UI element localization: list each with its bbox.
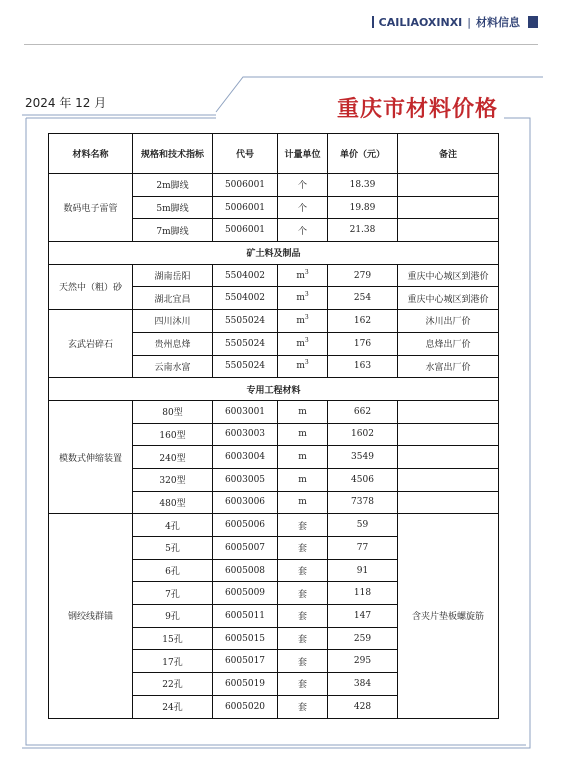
cell-spec: 四川沐川 — [133, 310, 213, 333]
cell-unit: 套 — [278, 627, 328, 650]
issue-date: 2024 年 12 月 — [25, 96, 107, 110]
cell-note — [398, 491, 499, 514]
cell-spec: 湖南岳阳 — [133, 264, 213, 287]
cell-spec: 7孔 — [133, 582, 213, 605]
table-row — [49, 264, 499, 287]
cell-unit — [278, 287, 328, 310]
cell-code: 5006001 — [213, 219, 278, 242]
cell-note — [398, 174, 499, 197]
cell-unit: 套 — [278, 537, 328, 560]
cell-price: 77 — [328, 537, 398, 560]
unit-text: m — [296, 293, 305, 304]
table-row — [49, 400, 499, 423]
section-title: 矿土料及制品 — [49, 242, 499, 265]
cell-code: 6003001 — [213, 400, 278, 423]
cell-note: 沐川出厂价 — [398, 310, 499, 333]
price-table — [48, 133, 499, 719]
unit-text: m — [296, 338, 305, 349]
cell-code: 5505024 — [213, 355, 278, 378]
col-header-unit: 计量单位 — [278, 134, 328, 174]
col-header-name: 材料名称 — [49, 134, 133, 174]
cell-price: 118 — [328, 582, 398, 605]
cell-spec: 7m脚线 — [133, 219, 213, 242]
cell-code: 6003004 — [213, 446, 278, 469]
cell-spec: 4孔 — [133, 514, 213, 537]
cell-code: 5006001 — [213, 174, 278, 197]
cell-price: 19.89 — [328, 196, 398, 219]
cell-unit — [278, 310, 328, 333]
cell-spec: 6孔 — [133, 559, 213, 582]
cell-code: 5504002 — [213, 287, 278, 310]
cell-code: 6005006 — [213, 514, 278, 537]
section-row — [49, 242, 499, 265]
cell-unit: 个 — [278, 219, 328, 242]
cell-code: 6003003 — [213, 423, 278, 446]
cell-note: 息烽出厂价 — [398, 332, 499, 355]
unit-exponent: 3 — [304, 291, 309, 299]
cell-price: 259 — [328, 627, 398, 650]
cell-unit: m — [278, 491, 328, 514]
cell-code: 6005007 — [213, 537, 278, 560]
cell-spec: 5m脚线 — [133, 196, 213, 219]
cell-unit: m — [278, 423, 328, 446]
cell-spec: 24孔 — [133, 695, 213, 718]
cell-unit: 套 — [278, 559, 328, 582]
cell-note-merged: 含夹片垫板螺旋筋 — [398, 514, 499, 718]
cell-unit: m — [278, 400, 328, 423]
table-row — [49, 310, 499, 333]
page-title: 重庆市材料价格 — [336, 96, 498, 122]
col-header-code: 代号 — [213, 134, 278, 174]
cell-unit: 套 — [278, 650, 328, 673]
cell-code: 6005019 — [213, 673, 278, 696]
cell-price: 163 — [328, 355, 398, 378]
cell-price: 1602 — [328, 423, 398, 446]
cell-spec: 160型 — [133, 423, 213, 446]
cell-unit — [278, 355, 328, 378]
cell-price: 91 — [328, 559, 398, 582]
cell-unit: 套 — [278, 605, 328, 628]
cell-unit: 套 — [278, 514, 328, 537]
cell-note: 重庆中心城区到港价 — [398, 264, 499, 287]
unit-text: m — [296, 315, 305, 326]
cell-spec: 80型 — [133, 400, 213, 423]
cell-spec: 320型 — [133, 468, 213, 491]
cell-note: 水富出厂价 — [398, 355, 499, 378]
cell-note — [398, 400, 499, 423]
cell-code: 6005017 — [213, 650, 278, 673]
header-section: 材料信息 — [476, 16, 520, 29]
material-name: 模数式伸缩装置 — [49, 400, 133, 513]
section-row — [49, 378, 499, 401]
table-header-row — [49, 134, 499, 174]
cell-code: 6005009 — [213, 582, 278, 605]
cell-price: 7378 — [328, 491, 398, 514]
cell-price: 21.38 — [328, 219, 398, 242]
cell-unit: 套 — [278, 582, 328, 605]
cell-spec: 贵州息烽 — [133, 332, 213, 355]
cell-code: 5505024 — [213, 332, 278, 355]
cell-unit: m — [278, 468, 328, 491]
cell-price: 59 — [328, 514, 398, 537]
table-row — [49, 514, 499, 537]
col-header-note: 备注 — [398, 134, 499, 174]
cell-spec: 480型 — [133, 491, 213, 514]
cell-note — [398, 196, 499, 219]
col-header-price: 单价（元） — [328, 134, 398, 174]
cell-spec: 5孔 — [133, 537, 213, 560]
unit-exponent: 3 — [304, 313, 309, 321]
cell-price: 428 — [328, 695, 398, 718]
cell-price: 162 — [328, 310, 398, 333]
material-name: 天然中（粗）砂 — [49, 264, 133, 309]
material-name: 钢绞线群锚 — [49, 514, 133, 718]
cell-price: 384 — [328, 673, 398, 696]
cell-code: 6003006 — [213, 491, 278, 514]
cell-price: 4506 — [328, 468, 398, 491]
cell-price: 279 — [328, 264, 398, 287]
cell-price: 662 — [328, 400, 398, 423]
cell-note: 重庆中心城区到港价 — [398, 287, 499, 310]
unit-exponent: 3 — [304, 268, 309, 276]
cell-price: 295 — [328, 650, 398, 673]
cell-code: 5505024 — [213, 310, 278, 333]
cell-note — [398, 423, 499, 446]
cell-note — [398, 468, 499, 491]
cell-price: 254 — [328, 287, 398, 310]
col-header-spec: 规格和技术指标 — [133, 134, 213, 174]
cell-unit: 个 — [278, 196, 328, 219]
cell-spec: 17孔 — [133, 650, 213, 673]
section-title: 专用工程材料 — [49, 378, 499, 401]
cell-code: 5006001 — [213, 196, 278, 219]
cell-unit: 个 — [278, 174, 328, 197]
unit-text: m — [296, 270, 305, 281]
cell-price: 18.39 — [328, 174, 398, 197]
cell-spec: 22孔 — [133, 673, 213, 696]
header-brand: CAILIAOXINXI — [378, 15, 463, 29]
cell-code: 6005011 — [213, 605, 278, 628]
cell-price: 147 — [328, 605, 398, 628]
cell-code: 5504002 — [213, 264, 278, 287]
unit-text: m — [296, 361, 305, 372]
cell-price: 3549 — [328, 446, 398, 469]
header-separator: | — [467, 15, 471, 29]
cell-unit: 套 — [278, 695, 328, 718]
unit-exponent: 3 — [304, 359, 309, 367]
cell-spec: 2m脚线 — [133, 174, 213, 197]
table-row — [49, 174, 499, 197]
cell-code: 6003005 — [213, 468, 278, 491]
cell-spec: 9孔 — [133, 605, 213, 628]
unit-exponent: 3 — [304, 336, 309, 344]
cell-unit: m — [278, 446, 328, 469]
cell-spec: 湖北宜昌 — [133, 287, 213, 310]
cell-code: 6005015 — [213, 627, 278, 650]
cell-unit: 套 — [278, 673, 328, 696]
cell-code: 6005008 — [213, 559, 278, 582]
cell-spec: 云南水富 — [133, 355, 213, 378]
cell-unit — [278, 264, 328, 287]
cell-note — [398, 446, 499, 469]
cell-spec: 240型 — [133, 446, 213, 469]
material-name: 玄武岩碎石 — [49, 310, 133, 378]
cell-price: 176 — [328, 332, 398, 355]
cell-note — [398, 219, 499, 242]
cell-code: 6005020 — [213, 695, 278, 718]
material-name: 数码电子雷管 — [49, 174, 133, 242]
cell-unit — [278, 332, 328, 355]
cell-spec: 15孔 — [133, 627, 213, 650]
